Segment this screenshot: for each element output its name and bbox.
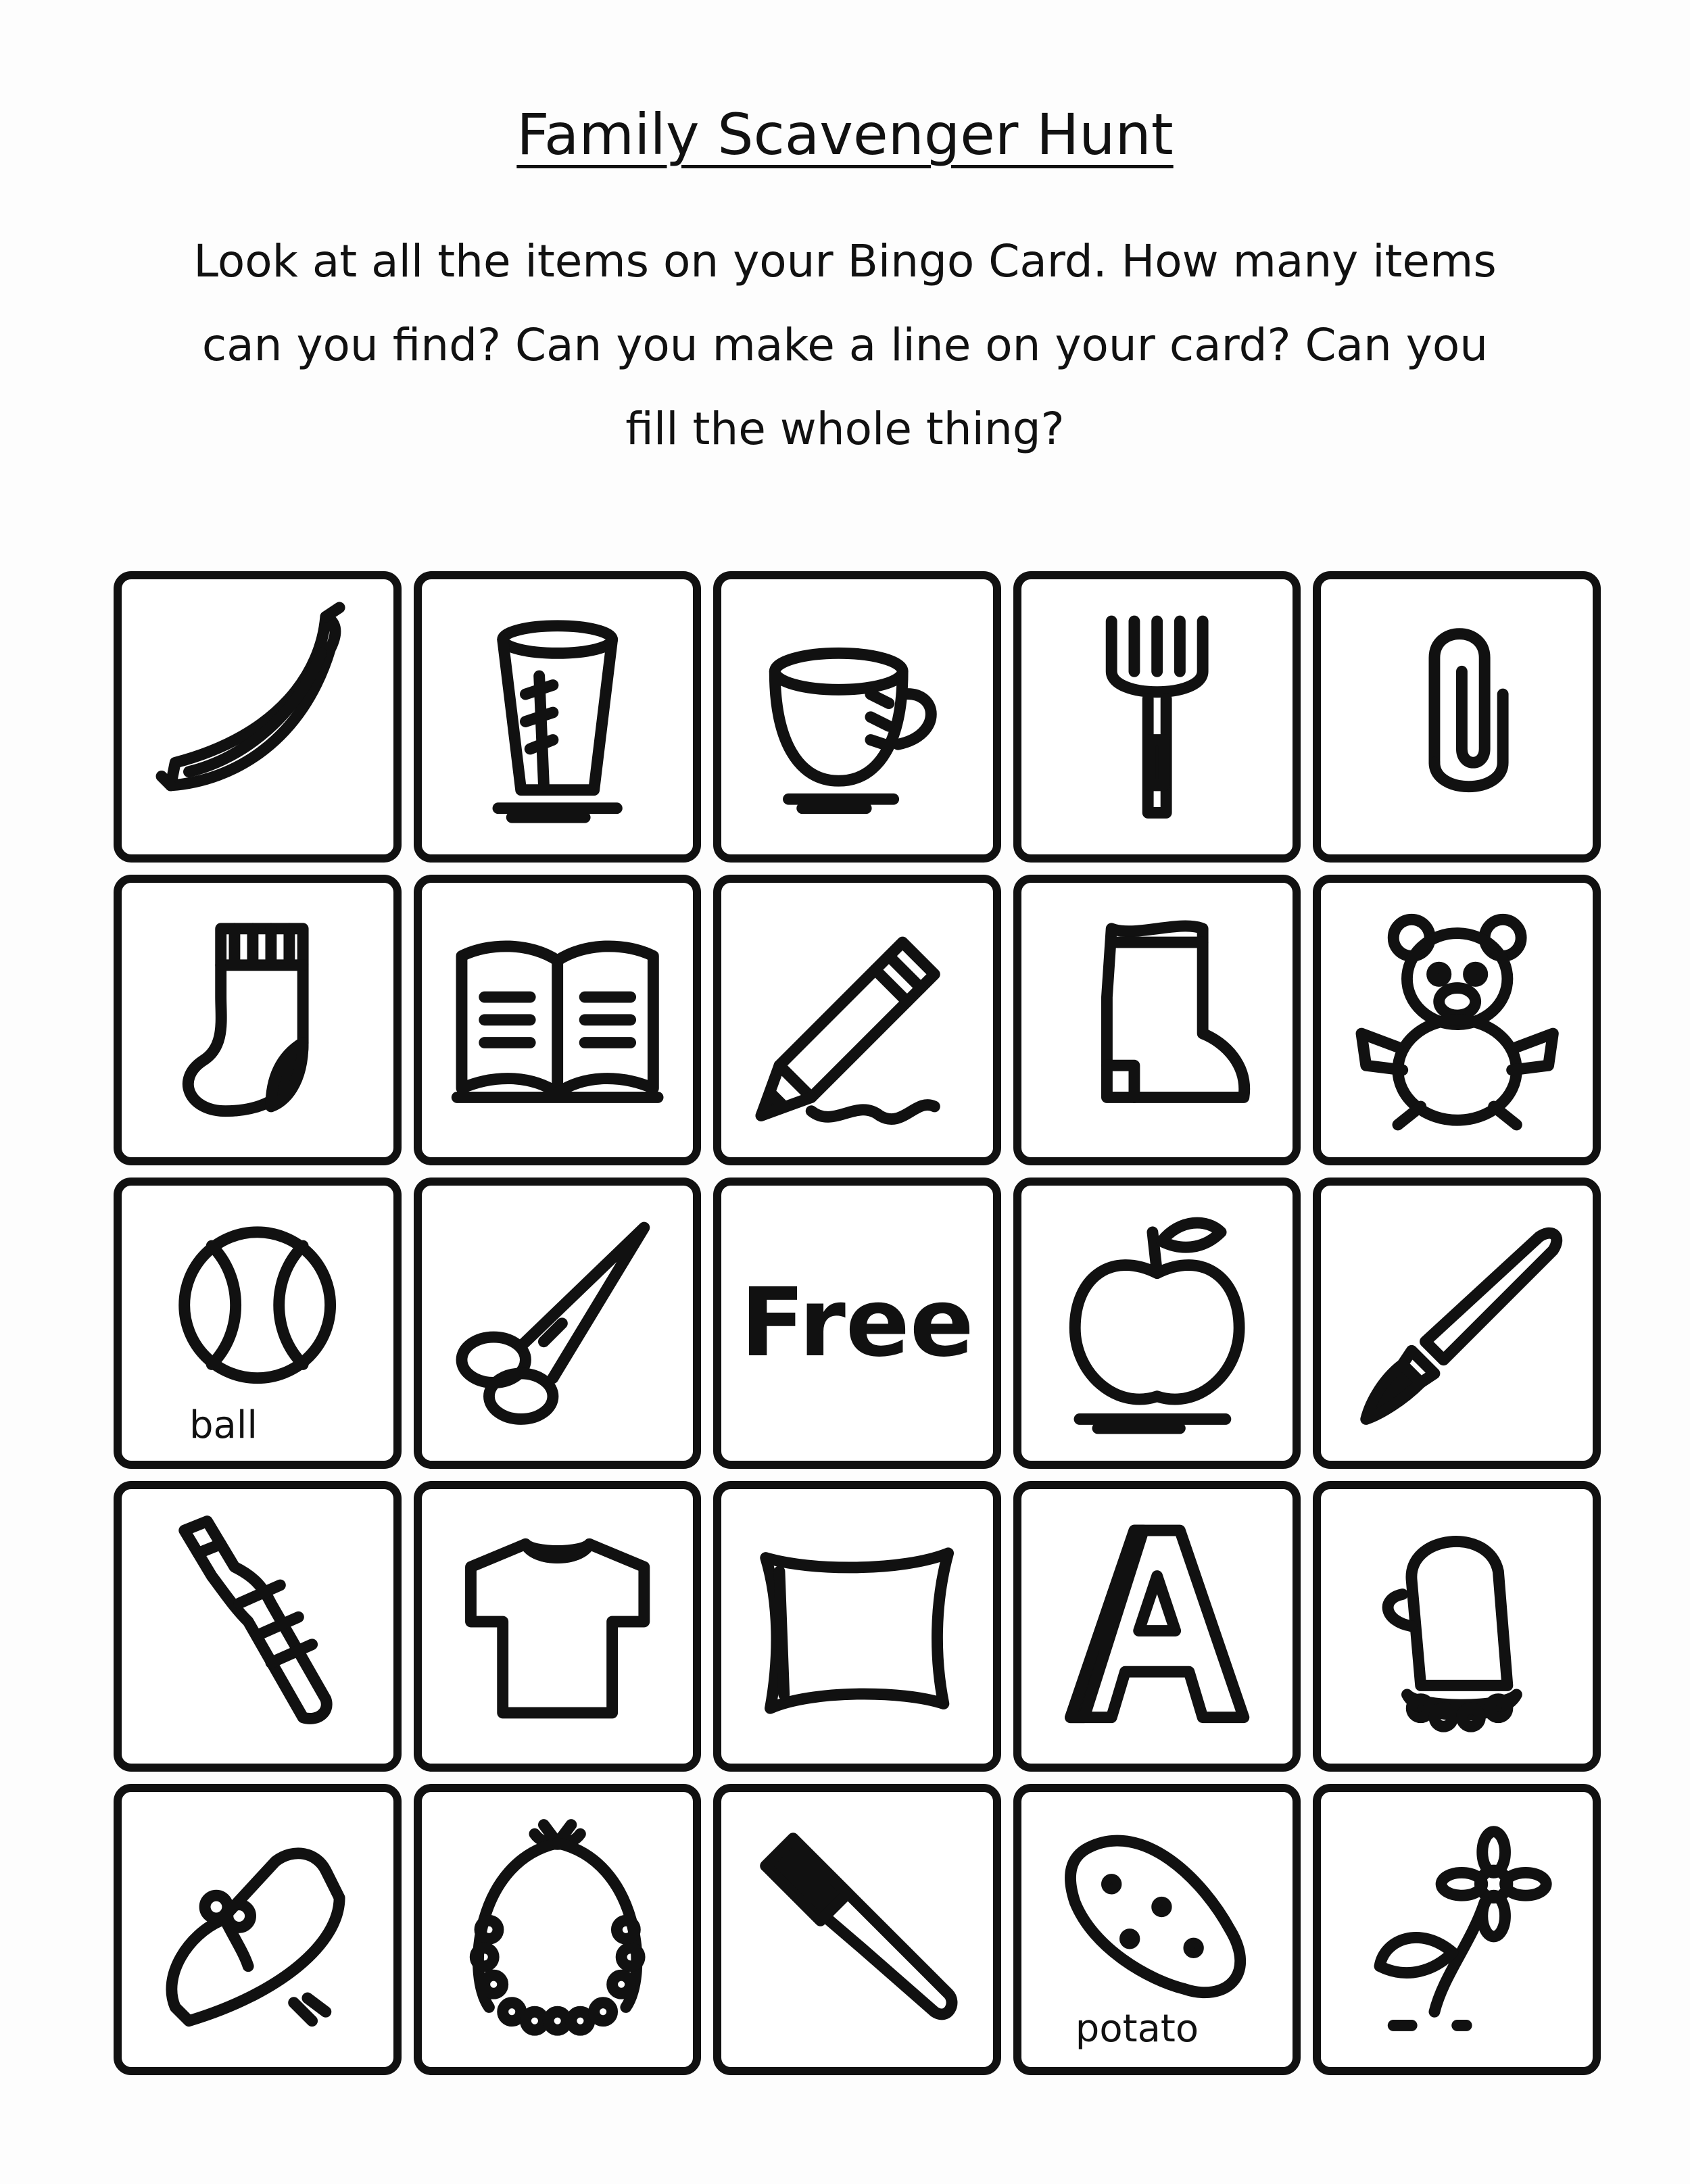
cell-boot[interactable]	[1013, 875, 1301, 1166]
cell-necklace[interactable]	[414, 1784, 702, 2075]
shoe-icon	[143, 1814, 371, 2045]
cell-comb[interactable]	[713, 1784, 1001, 2075]
cell-scissors[interactable]	[414, 1178, 702, 1469]
cell-letter-a[interactable]	[1013, 1481, 1301, 1772]
fork-icon	[1043, 602, 1271, 833]
ball-label: ball	[189, 1403, 258, 1447]
pillow-icon	[743, 1511, 971, 1742]
apple-icon	[1043, 1208, 1271, 1439]
page-title-text: Family Scavenger Hunt	[516, 101, 1174, 168]
banana-icon	[143, 602, 371, 833]
cell-pencil[interactable]	[713, 875, 1001, 1166]
cell-cup[interactable]	[414, 571, 702, 863]
bingo-card	[114, 571, 1601, 2075]
cell-sock[interactable]	[114, 875, 402, 1166]
cell-pillow[interactable]	[713, 1481, 1001, 1772]
cell-potato[interactable]	[1013, 1784, 1301, 2075]
mug-icon	[743, 602, 971, 833]
scissors-icon	[443, 1208, 671, 1439]
cell-flower[interactable]	[1313, 1784, 1601, 2075]
instructions-text: Look at all the items on your Bingo Card. How many items can you find? Can you make a line on your card? Can you fill the whole thing?	[193, 235, 1497, 455]
free-space-label: Free	[740, 1267, 974, 1378]
cell-t-shirt[interactable]	[414, 1481, 702, 1772]
teddy-bear-icon	[1343, 904, 1571, 1136]
potato-label: potato	[1075, 2007, 1199, 2051]
cell-free[interactable]	[713, 1178, 1001, 1469]
cell-apple[interactable]	[1013, 1178, 1301, 1469]
cell-banana[interactable]	[114, 571, 402, 863]
book-icon	[443, 904, 671, 1136]
cell-mug[interactable]	[713, 571, 1001, 863]
pencil-icon	[743, 904, 971, 1136]
comb-icon	[743, 1814, 971, 2045]
paintbrush-icon	[1343, 1208, 1571, 1439]
page-title	[0, 101, 1690, 168]
boot-icon	[1043, 904, 1271, 1136]
mitten-icon	[1343, 1511, 1571, 1742]
cell-mitten[interactable]	[1313, 1481, 1601, 1772]
cell-bottle[interactable]	[114, 1481, 402, 1772]
letter-a-icon	[1043, 1511, 1271, 1742]
cell-paintbrush[interactable]	[1313, 1178, 1601, 1469]
cell-book[interactable]	[414, 875, 702, 1166]
sock-icon	[143, 904, 371, 1136]
cell-fork[interactable]	[1013, 571, 1301, 863]
cup-icon	[443, 602, 671, 833]
t-shirt-icon	[443, 1511, 671, 1742]
necklace-icon	[443, 1814, 671, 2045]
flower-icon	[1343, 1814, 1571, 2045]
cell-ball[interactable]	[114, 1178, 402, 1469]
cell-paper-clip[interactable]	[1313, 571, 1601, 863]
paper-clip-icon	[1343, 602, 1571, 833]
bottle-icon	[143, 1511, 371, 1742]
cell-teddy-bear[interactable]	[1313, 875, 1601, 1166]
cell-shoe[interactable]	[114, 1784, 402, 2075]
